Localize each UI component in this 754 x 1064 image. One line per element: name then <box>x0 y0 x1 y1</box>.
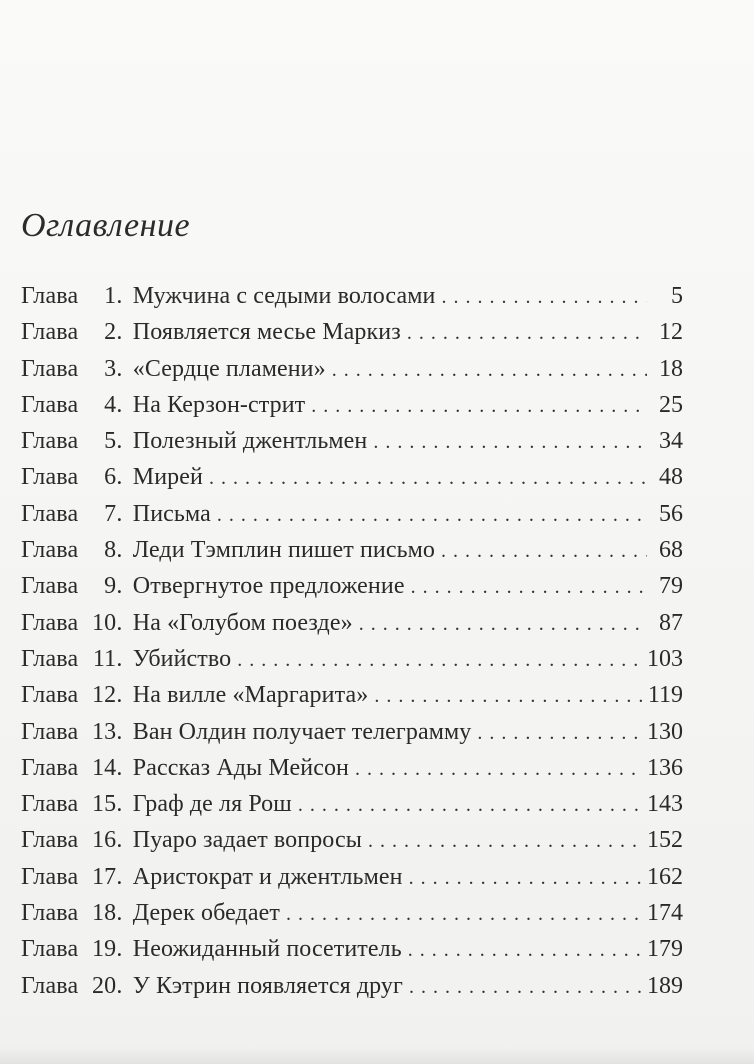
page-number: 25 <box>659 391 683 418</box>
dot-leader <box>409 969 641 1005</box>
toc-entry <box>21 641 683 677</box>
chapter-title: Дерек обедает <box>132 900 280 927</box>
chapter-word: Глава <box>21 900 79 927</box>
toc-entry <box>21 859 683 895</box>
toc-entry-heading <box>21 278 435 314</box>
chapter-number: 16. <box>91 827 123 854</box>
toc-entry-heading <box>21 895 280 931</box>
toc-entry <box>21 750 683 786</box>
toc-entry-heading <box>21 496 211 532</box>
chapter-title: Убийство <box>132 645 232 672</box>
toc-entry-heading <box>21 641 231 677</box>
chapter-word: Глава <box>21 718 79 745</box>
toc-title: Оглавление <box>21 207 191 244</box>
chapter-number: 4. <box>104 391 123 418</box>
chapter-word: Глава <box>21 283 79 309</box>
toc-entry <box>21 968 683 1004</box>
toc-entry-heading <box>21 750 349 786</box>
page-number: 48 <box>659 464 683 491</box>
chapter-number: 11. <box>92 645 123 672</box>
toc-entry-heading <box>21 568 405 604</box>
dot-leader <box>359 606 647 642</box>
dot-leader <box>411 569 647 605</box>
toc-entry-heading <box>21 387 305 423</box>
toc-entry-heading <box>21 677 368 713</box>
chapter-number: 7. <box>104 500 123 527</box>
page-number: 18 <box>659 355 683 382</box>
dot-leader <box>237 642 641 678</box>
chapter-number: 8. <box>104 537 123 564</box>
dot-leader <box>332 352 647 388</box>
chapter-title: У Кэтрин появляется друг <box>132 972 403 999</box>
chapter-number: 14. <box>91 754 123 781</box>
chapter-title: Полезный джентльмен <box>132 428 368 455</box>
dot-leader <box>408 932 641 968</box>
dot-leader <box>311 388 647 424</box>
page-number: 189 <box>647 972 683 999</box>
page-number: 56 <box>659 500 683 527</box>
chapter-number: 15. <box>91 791 123 818</box>
toc-entry-heading <box>21 314 401 350</box>
chapter-word: Глава <box>21 863 79 890</box>
page-number: 103 <box>647 645 683 672</box>
chapter-title: Письма <box>132 500 211 527</box>
chapter-title: Рассказ Ады Мейсон <box>132 754 349 781</box>
dot-leader <box>407 315 647 351</box>
toc-entry-heading <box>21 786 292 822</box>
toc-entry <box>21 822 683 858</box>
toc-entry-heading <box>21 822 362 858</box>
toc-entry-heading <box>21 714 471 750</box>
toc-entry-heading <box>21 859 403 895</box>
page-number: 162 <box>647 863 683 890</box>
dot-leader <box>209 460 647 496</box>
chapter-number: 9. <box>104 573 123 600</box>
toc-entry <box>21 351 683 387</box>
chapter-word: Глава <box>21 355 79 382</box>
chapter-title: Отвергнутое предложение <box>132 573 405 600</box>
page-number: 143 <box>647 791 683 818</box>
toc-entry-heading <box>21 532 435 568</box>
chapter-number: 20. <box>91 972 123 999</box>
dot-leader <box>355 751 641 787</box>
chapter-title: На Керзон-стрит <box>132 391 306 418</box>
chapter-title: Неожиданный посетитель <box>132 936 402 963</box>
page-number: 12 <box>659 319 683 346</box>
dot-leader <box>374 678 642 714</box>
toc-entry <box>21 895 683 931</box>
toc-entry <box>21 677 683 713</box>
page-number: 152 <box>647 827 683 854</box>
toc-entry <box>21 423 683 459</box>
toc-entry-heading <box>21 423 367 459</box>
chapter-number: 10. <box>91 609 123 636</box>
chapter-title: Граф де ля Рош <box>132 791 292 818</box>
chapter-title: Ван Олдин получает телеграмму <box>132 718 472 745</box>
page-number: 119 <box>647 682 683 709</box>
dot-leader <box>298 787 641 823</box>
chapter-word: Глава <box>21 972 79 999</box>
page-number: 87 <box>659 609 683 636</box>
chapter-title: Леди Тэмплин пишет письмо <box>132 537 436 564</box>
dot-leader <box>441 279 647 315</box>
chapter-title: Мужчина с седыми волосами <box>132 283 436 309</box>
toc-entry <box>21 786 683 822</box>
chapter-number: 17. <box>91 863 123 890</box>
dot-leader <box>373 424 647 460</box>
page-number: 79 <box>659 573 683 600</box>
chapter-title: «Сердце пламени» <box>132 355 326 382</box>
chapter-word: Глава <box>21 827 79 854</box>
chapter-word: Глава <box>21 319 79 346</box>
dot-leader <box>217 497 647 533</box>
page-number: 68 <box>659 537 683 564</box>
chapter-word: Глава <box>21 428 79 455</box>
chapter-title: Мирей <box>132 464 203 491</box>
chapter-number: 2. <box>104 319 123 346</box>
toc-entry <box>21 532 683 568</box>
toc-entry-heading <box>21 931 402 967</box>
page-number: 130 <box>647 718 683 745</box>
toc-list <box>21 278 683 1004</box>
chapter-title: Пуаро задает вопросы <box>132 827 362 854</box>
toc-entry <box>21 278 683 314</box>
chapter-word: Глава <box>21 464 79 491</box>
page-number: 34 <box>659 428 683 455</box>
chapter-word: Глава <box>21 645 79 672</box>
dot-leader <box>368 823 641 859</box>
toc-entry <box>21 714 683 750</box>
toc-entry <box>21 387 683 423</box>
page-number: 136 <box>647 754 683 781</box>
chapter-number: 12. <box>91 682 123 709</box>
toc-entry <box>21 314 683 350</box>
toc-entry-heading <box>21 351 326 387</box>
toc-entry-heading <box>21 968 403 1004</box>
page-number: 179 <box>647 936 683 963</box>
chapter-number: 1. <box>104 283 123 309</box>
chapter-word: Глава <box>21 754 79 781</box>
toc-entry <box>21 931 683 967</box>
chapter-title: На вилле «Маргарита» <box>132 682 369 709</box>
chapter-word: Глава <box>21 936 79 963</box>
chapter-word: Глава <box>21 609 79 636</box>
chapter-word: Глава <box>21 391 79 418</box>
chapter-number: 5. <box>104 428 123 455</box>
chapter-word: Глава <box>21 500 79 527</box>
page-bottom-shadow <box>0 1046 754 1064</box>
chapter-title: Появляется месье Маркиз <box>132 319 401 346</box>
dot-leader <box>409 860 641 896</box>
chapter-word: Глава <box>21 791 79 818</box>
toc-entry <box>21 459 683 495</box>
chapter-title: На «Голубом поезде» <box>132 609 353 636</box>
dot-leader <box>441 533 647 569</box>
chapter-number: 19. <box>91 936 123 963</box>
chapter-number: 13. <box>91 718 123 745</box>
chapter-word: Глава <box>21 573 79 600</box>
toc-entry-heading <box>21 459 203 495</box>
chapter-title: Аристократ и джентльмен <box>132 863 403 890</box>
chapter-number: 3. <box>104 355 123 382</box>
toc-entry <box>21 496 683 532</box>
page-number: 174 <box>647 900 683 927</box>
dot-leader <box>286 896 641 932</box>
chapter-number: 6. <box>104 464 123 491</box>
dot-leader <box>477 715 641 751</box>
chapter-word: Глава <box>21 682 79 709</box>
toc-entry-heading <box>21 605 353 641</box>
toc-entry <box>21 605 683 641</box>
chapter-word: Глава <box>21 537 79 564</box>
chapter-number: 18. <box>91 900 123 927</box>
toc-entry <box>21 568 683 604</box>
page-number: 5 <box>671 283 683 309</box>
